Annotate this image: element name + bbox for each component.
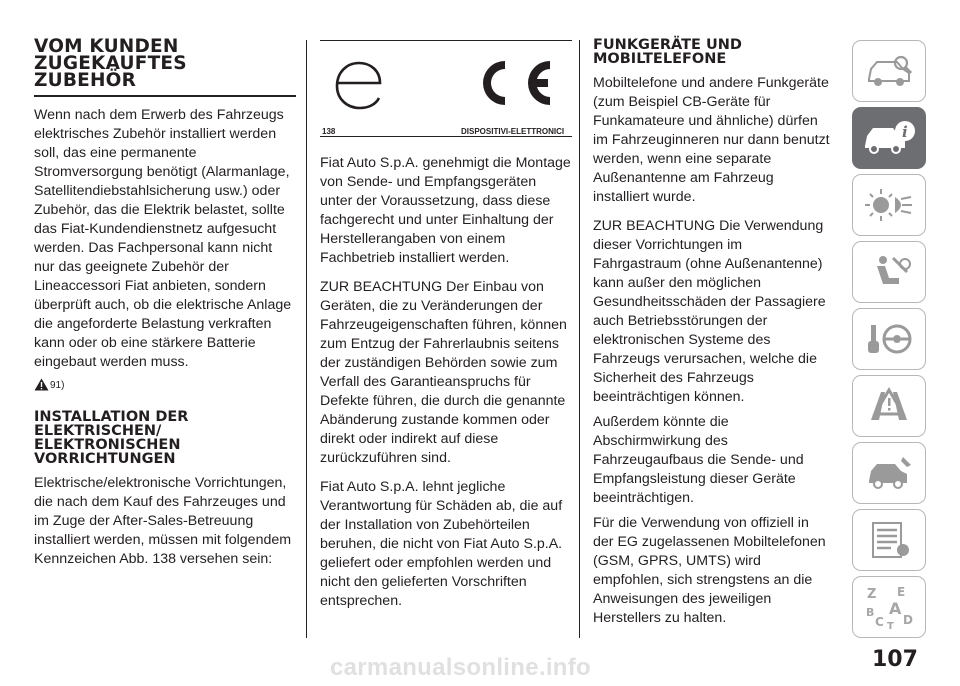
section-heading-radio-phones bbox=[593, 38, 833, 66]
car-search-icon bbox=[863, 51, 915, 91]
heading-line: MOBILTELEFONE bbox=[593, 51, 727, 67]
tab-index[interactable] bbox=[852, 576, 926, 638]
approval-paragraph: Fiat Auto S.p.A. genehmigt die Montage von Sende- und Empfangsgeräten unter der Voraussetzung, dass diese fachgerecht und unter Einhaltung der Herstellerangaben von einem Fachbetrieb installiert werden. bbox=[320, 155, 571, 266]
tab-service[interactable] bbox=[852, 442, 926, 504]
section-heading-accessories bbox=[34, 38, 296, 89]
heading-line: ZUGEKAUFTES bbox=[34, 53, 187, 74]
car-service-icon bbox=[863, 453, 915, 493]
index-letter: D bbox=[903, 613, 913, 627]
lights-icon bbox=[863, 185, 915, 225]
tab-emergency[interactable] bbox=[852, 375, 926, 437]
warning-reference bbox=[34, 378, 296, 391]
car-info-icon bbox=[861, 118, 917, 158]
mobile-recommendation-paragraph: Für die Verwendung von offiziell in der EG zugelassenen Mobiltelefonen (GSM, GPRS, UMTS) wird empfohlen, sich strengstens an die Anweisungen des jeweiligen Herstellers zu halten. bbox=[593, 515, 826, 626]
heading-underline bbox=[34, 95, 296, 97]
index-letter: A bbox=[889, 599, 902, 618]
road-warning-icon bbox=[863, 386, 915, 426]
figure-label: DISPOSITIVI-ELETTRONICI bbox=[461, 127, 565, 136]
figure-138 bbox=[320, 40, 572, 137]
phones-notice-paragraph: ZUR BEACHTUNG Die Verwendung dieser Vorrichtungen im Fahrgastraum (ohne Außenantenne) kann außer den möglichen Gesundheitsschäden der Passagiere auch Betriebsstörungen der elektronischen Systeme des Fahrzeugs verursachen, welche die Sicherheit des Fahrzeugs beeinträchtigen können. bbox=[593, 218, 826, 405]
tab-car-overview[interactable] bbox=[852, 40, 926, 102]
column-divider bbox=[579, 40, 580, 638]
left-column bbox=[34, 0, 296, 569]
index-letter: E bbox=[897, 585, 906, 599]
column-divider bbox=[306, 40, 307, 638]
tab-lights[interactable] bbox=[852, 174, 926, 236]
tab-start-drive[interactable] bbox=[852, 308, 926, 370]
index-letter: Z bbox=[867, 587, 877, 602]
tab-safety[interactable] bbox=[852, 241, 926, 303]
key-steering-wheel-icon bbox=[863, 319, 915, 359]
index-letter: C bbox=[875, 615, 884, 629]
figure-number: 138 bbox=[322, 127, 336, 136]
notice-paragraph: ZUR BEACHTUNG Der Einbau von Geräten, die zu Veränderungen der Fahrzeugeigenschaften führen, können zum Entzug der Fahrerlaubnis seitens der zuständigen Behörden sowie zum Verfall des Garantieanspruchs für Defekte führen, die durch die genannte Abänderung zustande kommen oder direkt oder indirekt auf diese zurückzuführen sind. bbox=[320, 279, 567, 466]
right-column bbox=[593, 38, 833, 628]
chapter-tabs bbox=[852, 40, 926, 643]
section-heading-installation bbox=[34, 410, 296, 466]
shielding-paragraph: Außerdem könnte die Abschirmwirkung des Fahrzeugaufbaus die Sende- und Empfangsleistung dieser Geräte beeinträchtigen. bbox=[593, 414, 804, 506]
accessories-paragraph: Wenn nach dem Erwerb des Fahrzeugs elektrisches Zubehör installiert werden soll, das eine permanente Stromversorgung benötigt (Alarmanlage, Satellitendiebstahlsicherung usw.) oder Zubehör, das die Elektrik belastet, sollte das Fiat-Kundendienstnetz aufgesucht werden. Das Fachpersonal kann nicht nur das geeignete Zubehör der Lineaccessori Fiat anbieten, sondern überprüft auch, ob die elektrische Anlage die angeforderte Belastung verkraften kann oder ob eine stärkere Batterie eingebaut werden muss. bbox=[34, 107, 292, 370]
heading-line: INSTALLATION DER bbox=[34, 409, 189, 425]
page-number: 107 bbox=[872, 647, 918, 672]
tab-technical-data[interactable] bbox=[852, 509, 926, 571]
index-letter: B bbox=[866, 606, 875, 619]
ce-mark-icon bbox=[483, 61, 550, 105]
warning-triangle-icon bbox=[34, 378, 49, 391]
installation-paragraph: Elektrische/elektronische Vorrichtungen, die nach dem Kauf des Fahrzeuges und im Zuge der After-Sales-Betreuung installiert werden, müssen mit folgendem Kennzeichen Abb. 138 versehen sein: bbox=[34, 475, 292, 567]
svg-text:i: i bbox=[902, 123, 908, 141]
heading-line: ZUBEHÖR bbox=[34, 70, 137, 91]
tab-car-info[interactable] bbox=[852, 107, 926, 169]
figure-bottom-rule bbox=[320, 136, 572, 137]
phones-paragraph: Mobiltelefone und andere Funkgeräte (zum Beispiel CB-Geräte für Funkamateure und ähnliche) dürfen im Fahrzeuginneren nur dann benutzt werden, wenn eine separate Außenantenne am Fahrzeug installiert wurde. bbox=[593, 75, 830, 205]
heading-line: ELEKTRONISCHEN bbox=[34, 437, 181, 453]
heading-line: VORRICHTUNGEN bbox=[34, 451, 176, 467]
e-mark-icon bbox=[337, 63, 380, 108]
heading-line: ELEKTRISCHEN/ bbox=[34, 423, 162, 439]
watermark: carmanualsonline.info bbox=[330, 654, 592, 681]
heading-line: VOM KUNDEN bbox=[34, 36, 179, 57]
middle-column bbox=[320, 154, 572, 611]
liability-paragraph: Fiat Auto S.p.A. lehnt jegliche Verantwortung für Schäden ab, die auf der Installation von Zubehörteilen beruhen, die nicht von Fiat Auto S.p.A. geliefert oder empfohlen werden und nicht den gelieferten Vorschriften entsprechen. bbox=[320, 479, 563, 609]
seat-airbag-icon bbox=[863, 252, 915, 292]
specifications-list-icon bbox=[863, 520, 915, 560]
warning-ref-number: 91) bbox=[50, 380, 65, 391]
heading-line: FUNKGERÄTE UND bbox=[593, 37, 742, 53]
alphabet-index-icon bbox=[861, 584, 917, 630]
e-mark-and-ce-logo bbox=[320, 41, 572, 127]
index-letter: T bbox=[887, 621, 894, 630]
